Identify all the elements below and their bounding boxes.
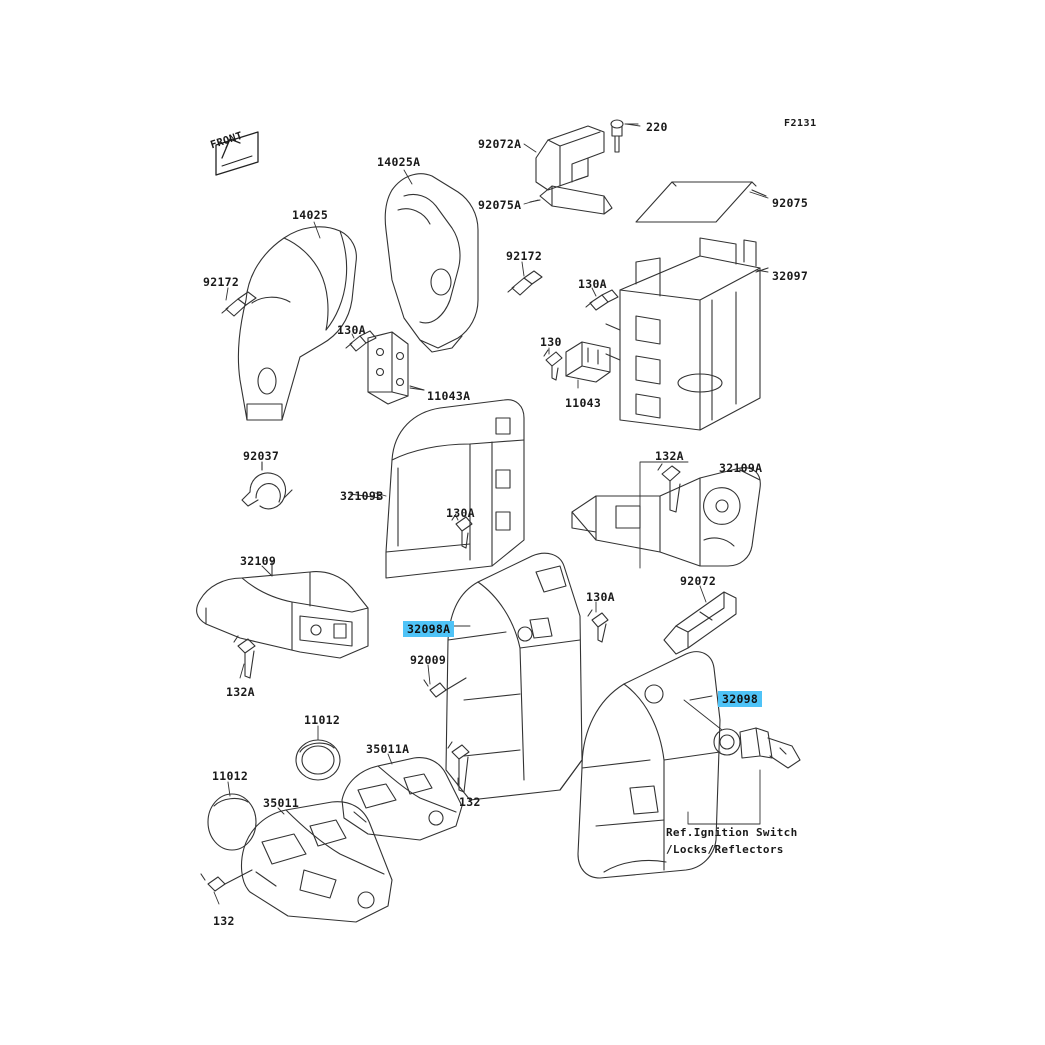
part-callout-132: 132 (459, 795, 481, 809)
part-14025A-cover (385, 174, 478, 352)
part-callout-130a: 130A (578, 277, 607, 291)
part-11043A-bracket (368, 332, 424, 404)
part-callout-32098a[interactable]: 32098A (403, 621, 454, 637)
part-callout-32109: 32109 (240, 554, 277, 568)
part-32109A-bracket (572, 468, 760, 566)
part-callout-132: 132 (213, 914, 235, 928)
part-callout-92075: 92075 (772, 196, 809, 210)
part-callout-11043a: 11043A (427, 389, 471, 403)
part-callout-92072a: 92072A (478, 137, 522, 151)
part-callout-92009: 92009 (410, 653, 447, 667)
part-11012-cap-large (208, 794, 256, 850)
part-callout-132a: 132A (655, 449, 684, 463)
part-92037-clamp (242, 462, 292, 509)
part-32098A-side-cover (446, 553, 582, 800)
reference-note-line2: /Locks/Reflectors (666, 843, 784, 856)
part-32109-bracket (197, 562, 368, 658)
part-130-bolt (544, 350, 562, 380)
part-callout-92037: 92037 (243, 449, 280, 463)
front-direction-label-wrap (207, 128, 265, 180)
part-92072-damper (664, 592, 736, 654)
part-92072A-bracket (536, 126, 604, 190)
part-callout-130a: 130A (337, 323, 366, 337)
part-35011A-bracket (342, 758, 462, 840)
part-11012-cap-small (296, 740, 340, 780)
part-callout-130a: 130A (446, 506, 475, 520)
part-callout-f2131: F2131 (784, 118, 817, 129)
part-92009-screw (424, 678, 466, 697)
part-92075-damper-plate (636, 182, 766, 222)
part-callout-92075a: 92075A (478, 198, 522, 212)
part-callout-11012: 11012 (212, 769, 249, 783)
part-130A-bolt-cover (588, 610, 608, 642)
leader-lines (214, 124, 768, 904)
part-callout-32109b: 32109B (340, 489, 384, 503)
part-callout-130: 130 (540, 335, 562, 349)
part-132-bolt-left (201, 870, 252, 891)
part-92172-bolt-right (508, 271, 542, 295)
part-callout-92172: 92172 (506, 249, 543, 263)
part-callout-14025a: 14025A (377, 155, 421, 169)
part-130A-bolt-battery (586, 290, 618, 310)
part-35011-fender (242, 802, 392, 922)
part-132A-bolt-left (234, 636, 255, 678)
part-92075A-damper (530, 186, 612, 214)
part-callout-11012: 11012 (304, 713, 341, 727)
part-callout-35011a: 35011A (366, 742, 410, 756)
reference-note-line1: Ref.Ignition Switch (666, 826, 798, 839)
part-callout-14025: 14025 (292, 208, 329, 222)
part-11043-bracket (566, 342, 610, 382)
part-ignition-switch (714, 728, 800, 768)
part-callout-35011: 35011 (263, 796, 300, 810)
part-32097-battery-case (606, 238, 768, 430)
part-callout-11043: 11043 (565, 396, 602, 410)
part-callout-132a: 132A (226, 685, 255, 699)
part-callout-130a: 130A (586, 590, 615, 604)
part-callout-92172: 92172 (203, 275, 240, 289)
part-callout-220: 220 (646, 120, 668, 134)
front-direction-label: FRONT (209, 129, 245, 152)
part-callout-92072: 92072 (680, 574, 717, 588)
part-callout-32109a: 32109A (719, 461, 763, 475)
part-callout-32098[interactable]: 32098 (718, 691, 762, 707)
part-callout-32097: 32097 (772, 269, 809, 283)
